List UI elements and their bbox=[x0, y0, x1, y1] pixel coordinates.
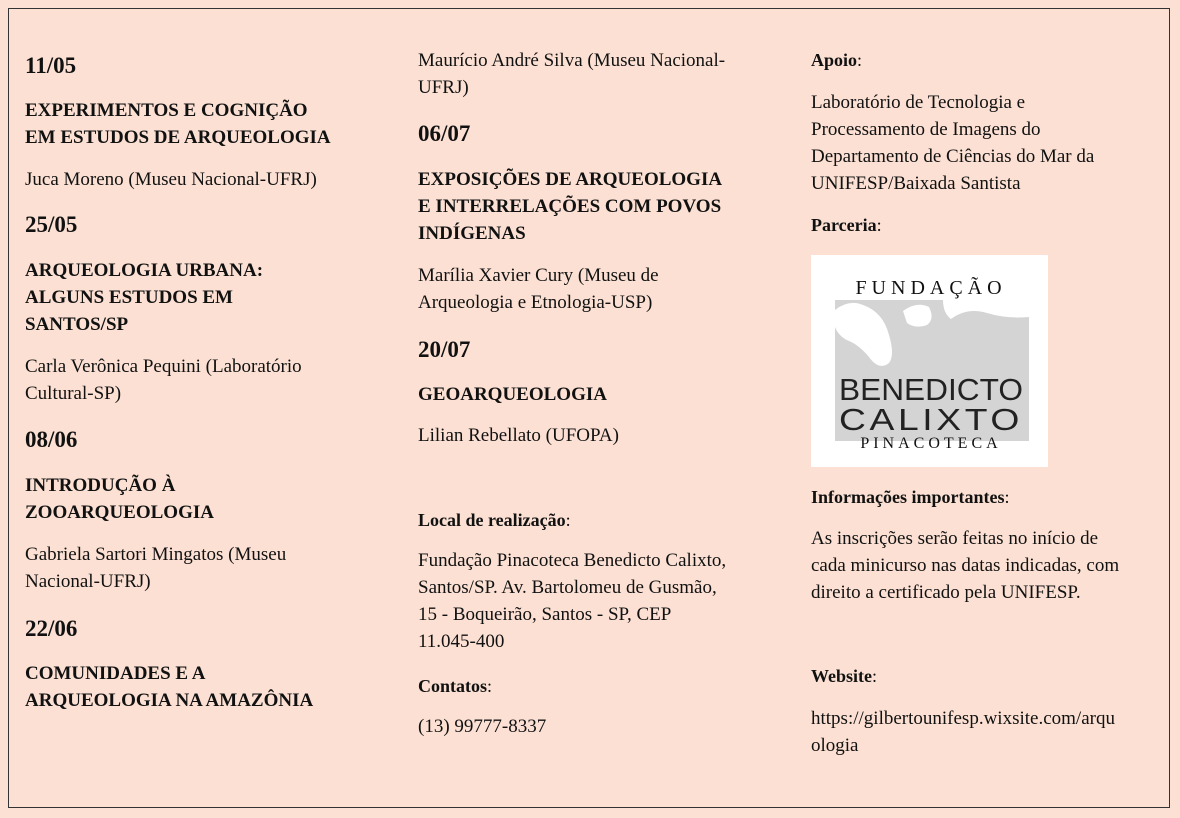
logo-line1: BENEDICTO bbox=[839, 372, 1023, 407]
apoio-text: Laboratório de Tecnologia e Processamento de Imagens do Departamento de Ciências do Mar da UNIFESP/Baixada Santista bbox=[811, 92, 1095, 194]
contact-label: Contatos: bbox=[418, 676, 493, 696]
session-speaker: Juca Moreno (Museu Nacional-UFRJ) bbox=[25, 169, 317, 190]
contact-phone: (13) 99777-8337 bbox=[418, 716, 547, 737]
fundacao-benedicto-calixto-logo bbox=[811, 255, 1048, 467]
session-title: EXPOSIÇÕES DE ARQUEOLOGIA E INTERRELAÇÕES COM POVOS INDÍGENAS bbox=[418, 169, 723, 244]
local-address: Fundação Pinacoteca Benedicto Calixto, Santos/SP. Av. Bartolomeu de Gusmão, 15 - Boqueirão, Santos - SP, CEP 11.045-400 bbox=[418, 550, 727, 652]
logo-top-text: FUNDAÇÃO bbox=[855, 277, 1007, 299]
website-label: Website: bbox=[811, 666, 878, 686]
parceria-label: Parceria: bbox=[811, 215, 882, 235]
logo-bottom-text: PINACOTECA bbox=[860, 435, 1002, 452]
session-speaker: Maurício André Silva (Museu Nacional- UFRJ) bbox=[418, 50, 726, 98]
session-title: COMUNIDADES E A ARQUEOLOGIA NA AMAZÔNIA bbox=[25, 663, 314, 711]
session-title: INTRODUÇÃO À ZOOARQUEOLOGIA bbox=[25, 475, 214, 523]
session-title: ARQUEOLOGIA URBANA: ALGUNS ESTUDOS EM SANTOS/SP bbox=[25, 260, 264, 335]
session-title: GEOARQUEOLOGIA bbox=[418, 384, 607, 405]
session-title: EXPERIMENTOS E COGNIÇÃO EM ESTUDOS DE ARQUEOLOGIA bbox=[25, 100, 331, 148]
session-speaker: Marília Xavier Cury (Museu de Arqueologia e Etnologia-USP) bbox=[418, 265, 659, 313]
session-speaker: Gabriela Sartori Mingatos (Museu Nacional-UFRJ) bbox=[25, 544, 287, 592]
info-label: Informações importantes: bbox=[811, 487, 1010, 507]
session-speaker: Lilian Rebellato (UFOPA) bbox=[418, 425, 619, 446]
apoio-label: Apoio: bbox=[811, 50, 863, 70]
logo-line2: CALIXTO bbox=[839, 402, 1023, 437]
session-date: 22/06 bbox=[25, 616, 78, 641]
website-url: https://gilbertounifesp.wixsite.com/arqu ologia bbox=[811, 708, 1115, 756]
session-date: 06/07 bbox=[418, 121, 471, 146]
session-speaker: Carla Verônica Pequini (Laboratório Cultural-SP) bbox=[25, 356, 302, 404]
pinacoteca-logo-icon bbox=[811, 255, 1048, 467]
local-label: Local de realização: bbox=[418, 510, 571, 530]
info-text: As inscrições serão feitas no início de cada minicurso nas datas indicadas, com direito a certificado pela UNIFESP. bbox=[811, 528, 1120, 603]
session-date: 08/06 bbox=[25, 427, 78, 452]
session-date: 20/07 bbox=[418, 337, 471, 362]
session-date: 11/05 bbox=[25, 53, 77, 78]
session-date: 25/05 bbox=[25, 212, 78, 237]
